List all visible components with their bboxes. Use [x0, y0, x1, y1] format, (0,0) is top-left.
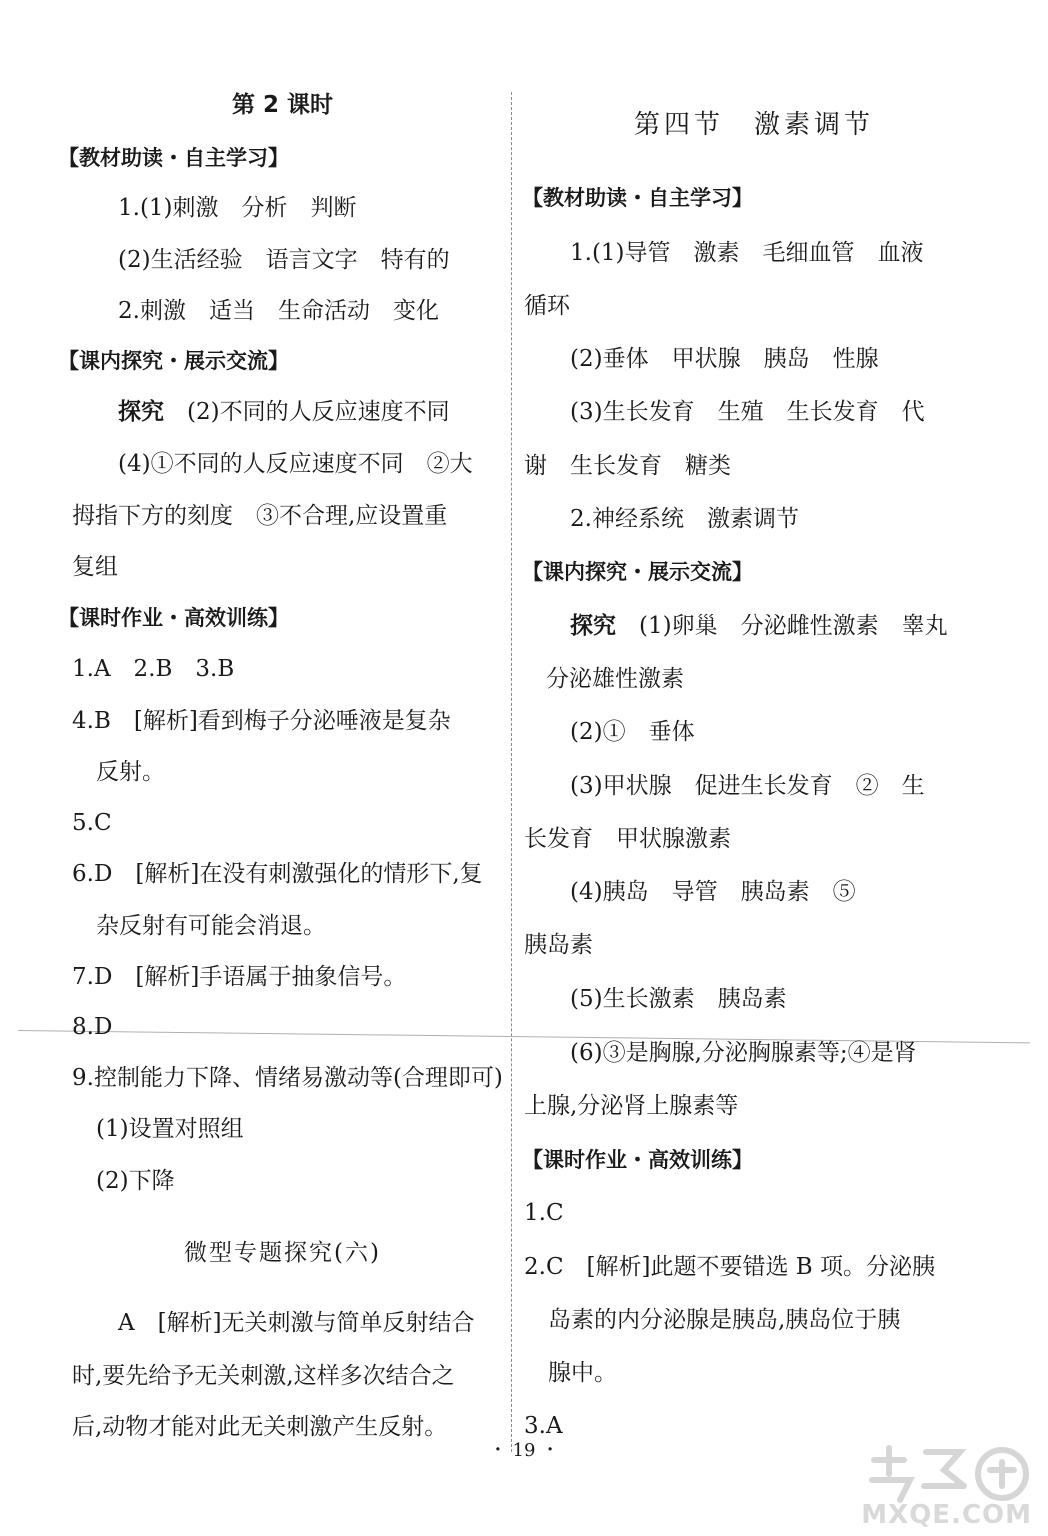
micro-topic-title: 微型专题探究(六) — [184, 1240, 381, 1266]
answer-text: (2)不同的人反应速度不同 — [164, 399, 450, 425]
section-header-explore: 【课内探究・展示交流】 — [522, 560, 753, 584]
answer-line — [570, 611, 948, 641]
answer-line: (4)胰岛 导管 胰岛素 ⑤ — [570, 879, 856, 905]
section-header-self-study: 【教材助读・自主学习】 — [522, 186, 753, 210]
answer-line: 9.控制能力下降、情绪易激动等(合理即可) — [72, 1065, 503, 1091]
answer-line: 2.C [解析]此题不要错选 B 项。分泌胰 — [524, 1254, 936, 1280]
page-number: ・ 19 ・ — [488, 1440, 560, 1461]
answer-line: 反射。 — [96, 759, 165, 785]
explore-label: 探究 — [570, 613, 616, 639]
answer-line: A [解析]无关刺激与简单反射结合 — [118, 1310, 475, 1336]
answer-line: 6.D [解析]在没有刺激强化的情形下,复 — [72, 861, 483, 887]
answer-line: (4)①不同的人反应速度不同 ②大 — [118, 451, 473, 477]
answer-line: 长发育 甲状腺激素 — [524, 826, 731, 852]
answer-line: 循环 — [524, 293, 570, 319]
answer-line: 1.A 2.B 3.B — [72, 656, 235, 682]
answer-line: 8.D — [72, 1014, 113, 1040]
watermark-text: MXQE.COM — [861, 1500, 1032, 1530]
answer-line: 1.C — [524, 1200, 564, 1226]
answer-line: (5)生长激素 胰岛素 — [570, 986, 787, 1012]
answer-line: 5.C — [72, 810, 112, 836]
answer-line: 分泌雄性激素 — [546, 666, 684, 692]
answer-line: 2.刺激 适当 生命活动 变化 — [118, 298, 439, 324]
explore-label: 探究 — [118, 399, 164, 425]
answer-line: (6)③是胸腺,分泌胸腺素等;④是肾 — [570, 1040, 917, 1066]
answer-line: (3)生长发育 生殖 生长发育 代 — [570, 399, 925, 425]
answer-line: 3.A — [524, 1413, 563, 1439]
answer-line: 1.(1)刺激 分析 判断 — [118, 195, 357, 221]
answer-line: 上腺,分泌肾上腺素等 — [524, 1093, 739, 1119]
answer-line: (3)甲状腺 促进生长发育 ② 生 — [570, 773, 925, 799]
lesson-title: 第 2 课时 — [232, 92, 334, 118]
answer-line: 4.B [解析]看到梅子分泌唾液是复杂 — [72, 708, 451, 734]
answer-line: 2.神经系统 激素调节 — [570, 506, 799, 532]
column-divider — [511, 92, 512, 1452]
answer-text: (1)卵巢 分泌雌性激素 睾丸 — [616, 613, 948, 639]
answer-line: 7.D [解析]手语属于抽象信号。 — [72, 964, 407, 990]
answer-line — [118, 397, 450, 427]
answer-line: 杂反射有可能会消退。 — [96, 913, 326, 939]
answer-line: 1.(1)导管 激素 毛细血管 血液 — [570, 240, 924, 266]
answer-line: (1)设置对照组 — [96, 1116, 244, 1142]
answer-line: (2)垂体 甲状腺 胰岛 性腺 — [570, 346, 879, 372]
answer-line: 谢 生长发育 糖类 — [524, 453, 731, 479]
answer-line: 复组 — [72, 554, 118, 580]
answer-line: 胰岛素 — [524, 932, 593, 958]
section-header-homework: 【课时作业・高效训练】 — [522, 1148, 753, 1172]
section-header-homework: 【课时作业・高效训练】 — [58, 606, 289, 630]
section-title: 第四节 激素调节 — [634, 110, 875, 140]
answer-line: 拇指下方的刻度 ③不合理,应设置重 — [72, 503, 448, 529]
answer-line: 后,动物才能对此无关刺激产生反射。 — [72, 1414, 448, 1440]
section-header-explore: 【课内探究・展示交流】 — [58, 349, 289, 373]
answer-line: (2)① 垂体 — [570, 719, 695, 745]
answer-line: (2)生活经验 语言文字 特有的 — [118, 247, 450, 273]
section-header-self-study: 【教材助读・自主学习】 — [58, 146, 289, 170]
answer-line: (2)下降 — [96, 1168, 175, 1194]
answer-line: 岛素的内分泌腺是胰岛,胰岛位于胰 — [548, 1307, 901, 1333]
answer-line: 腺中。 — [548, 1360, 617, 1386]
answer-line: 时,要先给予无关刺激,这样多次结合之 — [72, 1363, 455, 1389]
